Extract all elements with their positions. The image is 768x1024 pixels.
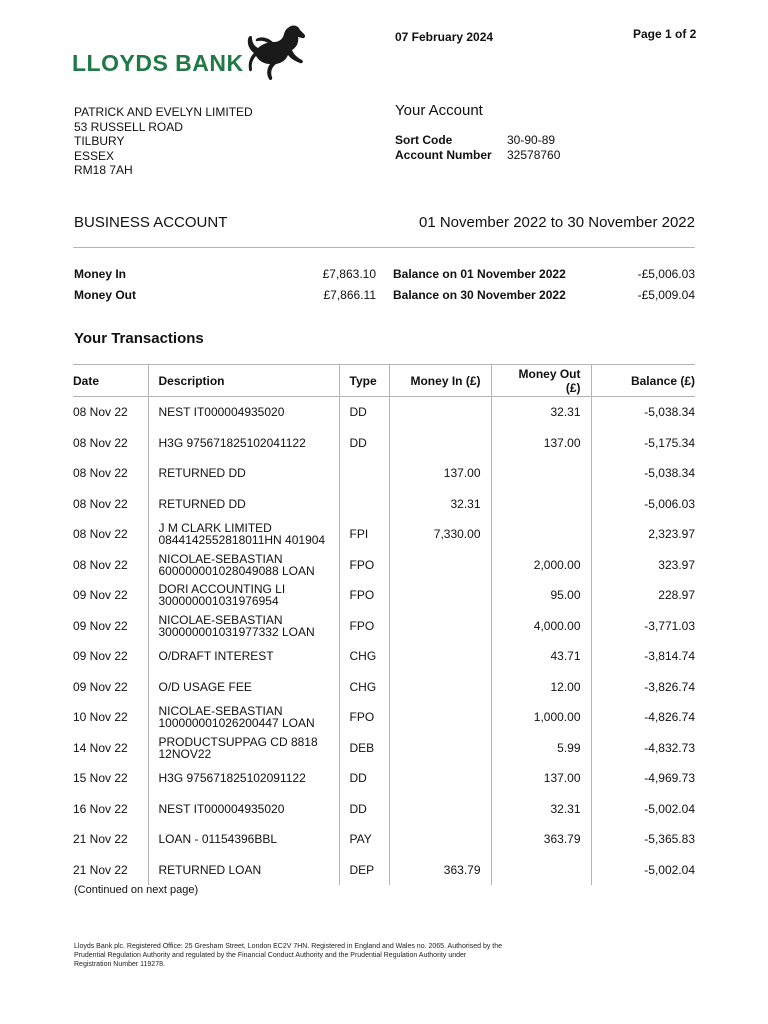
description-line: RETURNED DD: [158, 466, 246, 481]
table-row: [73, 580, 695, 611]
account-type-title: BUSINESS ACCOUNT: [74, 214, 228, 231]
footer-line: Registration Number 119278.: [74, 961, 165, 968]
cell-balance: -5,002.04: [591, 855, 695, 886]
description-line: 12NOV22: [158, 746, 212, 761]
description-line: NEST IT000004935020: [158, 405, 285, 420]
cell-money-in: 363.79: [389, 855, 491, 886]
money-out-total: £7,866.11: [323, 288, 376, 302]
table-row: [73, 550, 695, 581]
money-out-label: Money Out: [74, 288, 136, 302]
cell-date: 08 Nov 22: [73, 496, 128, 511]
cell-money-out: 5.99: [491, 733, 591, 764]
cell-money-out: 95.00: [491, 580, 591, 611]
cell-description: [148, 641, 339, 672]
description-line: NEST IT000004935020: [158, 801, 285, 816]
cell-money-out: 4,000.00: [491, 611, 591, 642]
continued-note: (Continued on next page): [74, 884, 199, 896]
cell-money-in: [389, 702, 491, 733]
cell-money-in: [389, 733, 491, 764]
description-line: DORI ACCOUNTING LI: [158, 582, 286, 597]
cell-description: [148, 794, 339, 825]
account-number-value: 32578760: [507, 148, 561, 162]
account-heading: Your Account: [395, 102, 483, 119]
table-row: [73, 733, 695, 764]
cell-money-in: [389, 824, 491, 855]
cell-money-in: [389, 397, 491, 428]
table-row: [73, 611, 695, 642]
legal-footer: [74, 942, 594, 969]
page-number: Page 1 of 2: [633, 27, 697, 41]
table-row: [73, 763, 695, 794]
table-row: [73, 519, 695, 550]
cell-money-in: [389, 641, 491, 672]
cell-description: [148, 855, 339, 886]
cell-type: [339, 489, 389, 520]
cell-description: [148, 611, 339, 642]
footer-line: Prudential Regulation Authority and regulated by the Financial Conduct Authority and the Prudential Regulation Authority under: [74, 952, 467, 959]
cell-description: [148, 550, 339, 581]
sort-code-value: 30-90-89: [507, 133, 556, 147]
description-line: 0844142552818011HN 401904: [158, 533, 326, 548]
column-header-balance: Balance (£): [591, 365, 695, 397]
cell-type: DEP: [339, 855, 389, 886]
cell-money-in: 32.31: [389, 489, 491, 520]
cell-balance: -4,832.73: [591, 733, 695, 764]
cell-date: 15 Nov 22: [73, 771, 128, 786]
account-number-label: Account Number: [395, 148, 492, 162]
column-header-money-in: Money In (£): [389, 365, 491, 397]
cell-date: 09 Nov 22: [73, 679, 128, 694]
cell-date: 09 Nov 22: [73, 618, 128, 633]
table-row: [73, 489, 695, 520]
cell-description: [148, 672, 339, 703]
description-line: O/DRAFT INTEREST: [158, 649, 274, 664]
cell-money-in: [389, 550, 491, 581]
cell-money-out: 12.00: [491, 672, 591, 703]
cell-type: DEB: [339, 733, 389, 764]
cell-date: 21 Nov 22: [73, 832, 128, 847]
description-line: NICOLAE-SEBASTIAN: [158, 551, 283, 566]
table-row: [73, 672, 695, 703]
cell-date: 10 Nov 22: [73, 710, 128, 725]
cell-money-in: [389, 611, 491, 642]
cell-money-out: [491, 519, 591, 550]
customer-address: [74, 105, 253, 178]
closing-balance-label: Balance on 30 November 2022: [393, 288, 566, 302]
cell-money-out: 363.79: [491, 824, 591, 855]
cell-type: CHG: [339, 672, 389, 703]
cell-balance: -5,006.03: [591, 489, 695, 520]
cell-balance: -5,365.83: [591, 824, 695, 855]
cell-date: 09 Nov 22: [73, 588, 128, 603]
address-line: PATRICK AND EVELYN LIMITED: [74, 105, 253, 119]
sort-code-label: Sort Code: [395, 133, 453, 147]
cell-money-out: [491, 458, 591, 489]
address-line: TILBURY: [74, 134, 125, 149]
cell-description: [148, 824, 339, 855]
cell-date: 21 Nov 22: [73, 862, 128, 877]
description-line: H3G 975671825102091122: [158, 771, 306, 786]
opening-balance-label: Balance on 01 November 2022: [393, 267, 566, 281]
money-in-total: £7,863.10: [322, 267, 376, 281]
cell-type: FPO: [339, 580, 389, 611]
column-header-date: Date: [73, 365, 148, 397]
table-header-row: [73, 365, 695, 397]
description-line: PRODUCTSUPPAG CD 8818: [158, 734, 318, 749]
footer-line: Lloyds Bank plc. Registered Office: 25 Gresham Street, London EC2V 7HN. Registered in England and Wales no. 2065. Authorised by the: [74, 943, 503, 950]
cell-balance: -3,826.74: [591, 672, 695, 703]
column-header-type: Type: [339, 365, 389, 397]
cell-description: [148, 489, 339, 520]
cell-balance: -4,826.74: [591, 702, 695, 733]
cell-money-in: [389, 794, 491, 825]
cell-type: FPO: [339, 702, 389, 733]
description-line: NICOLAE-SEBASTIAN: [158, 612, 283, 627]
cell-date: 09 Nov 22: [73, 649, 128, 664]
address-line: RM18 7AH: [74, 163, 133, 178]
cell-date: 16 Nov 22: [73, 801, 128, 816]
description-line: H3G 975671825102041122: [158, 435, 306, 450]
cell-balance: 2,323.97: [591, 519, 695, 550]
table-row: [73, 855, 695, 886]
divider: [73, 247, 695, 248]
cell-description: [148, 428, 339, 459]
description-line: RETURNED LOAN: [158, 862, 262, 877]
cell-type: [339, 458, 389, 489]
cell-money-out: 32.31: [491, 397, 591, 428]
description-line: 100000001026200447 LOAN: [158, 716, 315, 731]
table-row: [73, 702, 695, 733]
cell-description: [148, 733, 339, 764]
address-line: 53 RUSSELL ROAD: [74, 119, 183, 134]
cell-money-in: 137.00: [389, 458, 491, 489]
cell-money-out: 43.71: [491, 641, 591, 672]
cell-balance: -5,038.34: [591, 458, 695, 489]
table-row: [73, 824, 695, 855]
cell-money-out: [491, 489, 591, 520]
address-line: ESSEX: [74, 148, 115, 163]
cell-type: FPO: [339, 550, 389, 581]
closing-balance: -£5,009.04: [637, 288, 695, 302]
cell-description: [148, 580, 339, 611]
cell-money-in: 7,330.00: [389, 519, 491, 550]
cell-money-out: [491, 855, 591, 886]
cell-type: DD: [339, 397, 389, 428]
column-header-money-out: Money Out (£): [491, 365, 591, 397]
cell-money-out: 1,000.00: [491, 702, 591, 733]
cell-balance: 323.97: [591, 550, 695, 581]
transactions-table: [73, 364, 695, 885]
description-line: J M CLARK LIMITED: [158, 521, 272, 536]
transactions-heading: Your Transactions: [74, 330, 204, 347]
bank-logo-text: LLOYDS BANK: [72, 50, 244, 76]
cell-money-out: 137.00: [491, 763, 591, 794]
description-line: LOAN - 01154396BBL: [158, 832, 278, 847]
table-row: [73, 428, 695, 459]
cell-date: 08 Nov 22: [73, 435, 128, 450]
description-line: RETURNED DD: [158, 496, 246, 511]
cell-balance: -3,771.03: [591, 611, 695, 642]
cell-balance: -5,002.04: [591, 794, 695, 825]
cell-money-in: [389, 580, 491, 611]
cell-money-out: 137.00: [491, 428, 591, 459]
cell-balance: 228.97: [591, 580, 695, 611]
cell-description: [148, 519, 339, 550]
cell-date: 08 Nov 22: [73, 527, 128, 542]
cell-balance: -5,038.34: [591, 397, 695, 428]
description-line: O/D USAGE FEE: [158, 679, 252, 694]
cell-money-in: [389, 672, 491, 703]
table-row: [73, 641, 695, 672]
cell-description: [148, 397, 339, 428]
description-line: 300000001031976954: [158, 594, 279, 609]
cell-type: FPO: [339, 611, 389, 642]
description-line: 300000001031977332 LOAN: [158, 624, 315, 639]
table-row: [73, 397, 695, 428]
cell-type: DD: [339, 763, 389, 794]
cell-date: 08 Nov 22: [73, 466, 128, 481]
description-line: NICOLAE-SEBASTIAN: [158, 704, 283, 719]
black-horse-icon: [242, 22, 310, 84]
cell-type: PAY: [339, 824, 389, 855]
cell-type: FPI: [339, 519, 389, 550]
cell-money-in: [389, 763, 491, 794]
statement-date: 07 February 2024: [395, 30, 494, 44]
table-row: [73, 458, 695, 489]
opening-balance: -£5,006.03: [637, 267, 695, 281]
cell-date: 08 Nov 22: [73, 557, 128, 572]
cell-money-in: [389, 428, 491, 459]
table-row: [73, 794, 695, 825]
cell-type: DD: [339, 428, 389, 459]
cell-date: 14 Nov 22: [73, 740, 128, 755]
statement-period: 01 November 2022 to 30 November 2022: [418, 214, 695, 231]
money-in-label: Money In: [74, 267, 127, 281]
cell-money-out: 32.31: [491, 794, 591, 825]
cell-description: [148, 458, 339, 489]
cell-balance: -4,969.73: [591, 763, 695, 794]
cell-type: CHG: [339, 641, 389, 672]
description-line: 600000001028049088 LOAN: [158, 563, 315, 578]
cell-description: [148, 763, 339, 794]
cell-money-out: 2,000.00: [491, 550, 591, 581]
column-header-description: Description: [148, 365, 339, 397]
cell-type: DD: [339, 794, 389, 825]
cell-date: 08 Nov 22: [73, 405, 128, 420]
cell-balance: -5,175.34: [591, 428, 695, 459]
cell-balance: -3,814.74: [591, 641, 695, 672]
cell-description: [148, 702, 339, 733]
